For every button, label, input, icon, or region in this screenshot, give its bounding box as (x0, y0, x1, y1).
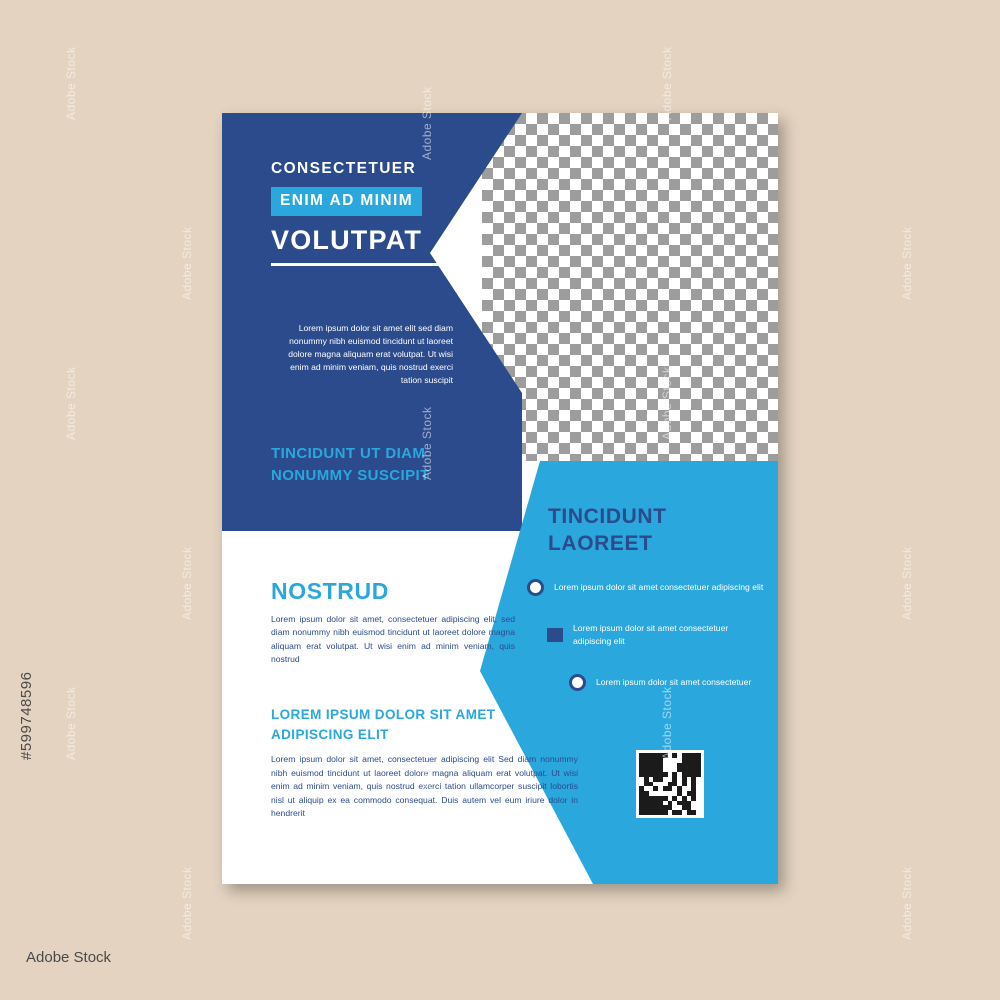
header-block (271, 160, 486, 266)
watermark-text: Adobe Stock (900, 866, 914, 940)
watermark-text: Adobe Stock (180, 546, 194, 620)
list-item-label: Lorem ipsum dolor sit amet consectetuer adipiscing elit (554, 582, 764, 593)
panel-heading (548, 503, 667, 558)
watermark-text: Adobe Stock (660, 366, 674, 440)
watermark-text: Adobe Stock (64, 366, 78, 440)
section-paragraph-nostrud: Lorem ipsum dolor sit amet, consectetuer adipiscing elit, sed diam nonummy nibh euismod tincidunt ut laoreet dolore magna aliquam erat volutpat. Ut wisi enim ad minim veniam, quis nostrud (271, 614, 515, 664)
header-subheading: TINCIDUNT UT DIAM NONUMMY SUSCIPIT (271, 445, 430, 484)
watermark-text: Adobe Stock (180, 226, 194, 300)
header-badge: ENIM AD MINIM (271, 187, 422, 216)
watermark-text: Adobe Stock (900, 226, 914, 300)
stock-image-id: #599748596 (18, 671, 35, 760)
circle-outline-icon (527, 579, 544, 596)
list-item (569, 674, 767, 691)
watermark-text: Adobe Stock (660, 46, 674, 120)
image-placeholder (482, 113, 778, 461)
watermark-text: Adobe Stock (64, 46, 78, 120)
section-heading-lorem: LOREM IPSUM DOLOR SIT AMET ADIPISCING ELIT (271, 707, 496, 742)
watermark-text: Adobe Stock (660, 686, 674, 760)
section-heading-nostrud: NOSTRUD (271, 578, 389, 604)
watermark-text: Adobe Stock (420, 406, 434, 480)
checkerboard-pattern (482, 113, 778, 461)
header-divider (271, 263, 467, 266)
watermark-text: Adobe Stock (420, 726, 434, 800)
list-item (547, 622, 767, 648)
stock-logo-label: Adobe Stock (26, 949, 112, 966)
watermark-text: Adobe Stock (180, 866, 194, 940)
flyer-page (222, 113, 778, 884)
watermark-text: Adobe Stock (900, 546, 914, 620)
panel-heading-line2: LAOREET (548, 532, 653, 556)
header-paragraph: Lorem ipsum dolor sit amet elit sed diam nonummy nibh euismod tincidunt ut laoreet dolore magna aliquam erat volutpat. Ut wisi enim ad minim veniam, quis nostrud exerci tation suscipit (288, 323, 453, 386)
list-item-label: Lorem ipsum dolor sit amet consectetuer (596, 676, 752, 687)
panel-bullet-list (527, 579, 767, 717)
qr-code-icon (636, 750, 704, 818)
header-title: VOLUTPAT (271, 225, 423, 255)
square-icon (547, 628, 563, 642)
watermark-text: Adobe Stock (420, 86, 434, 160)
panel-heading-line1: TINCIDUNT (548, 505, 667, 528)
list-item (527, 579, 767, 596)
header-kicker: CONSECTETUER (271, 160, 417, 177)
list-item-label: Lorem ipsum dolor sit amet consectetuer adipiscing elit (573, 623, 729, 646)
watermark-text: Adobe Stock (64, 686, 78, 760)
circle-outline-icon (569, 674, 586, 691)
section-paragraph-lorem: Lorem ipsum dolor sit amet, consectetuer adipiscing elit Sed diam nonummy nibh euismod tincidunt ut laoreet dolore magna aliquam erat volutpat. Ut wisi enim ad minim veniam, quis nostrud exerci tation ullamcorper suscipit lobortis nisl ut aliquip ex ea commodo consequat. Duis autem vel eum iriure dolor in hendrerit (271, 754, 578, 819)
